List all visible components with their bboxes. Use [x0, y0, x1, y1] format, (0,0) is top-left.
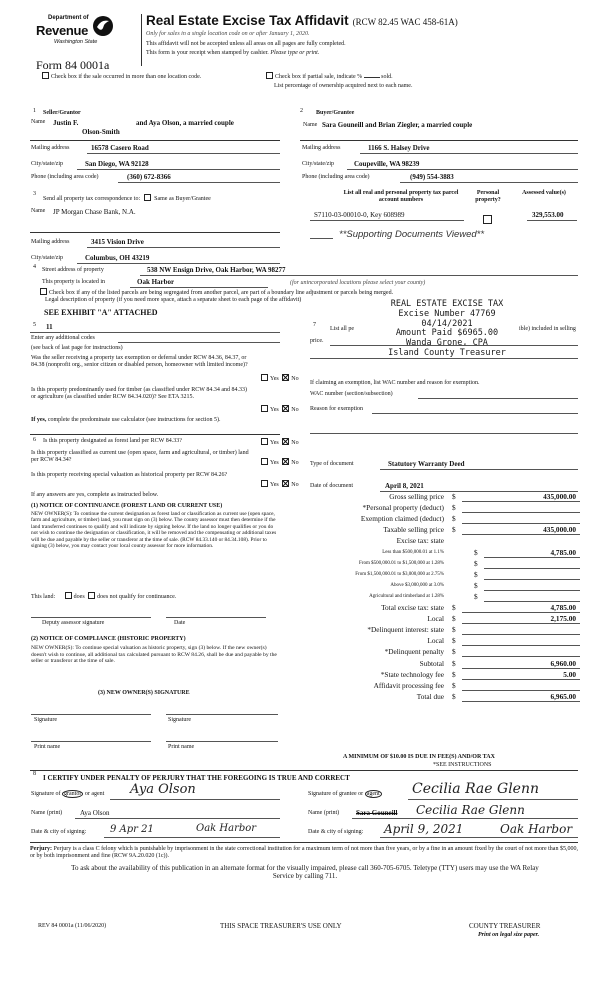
- grantee-name-struck: Sara Gouneill: [356, 809, 398, 817]
- reason-label: Reason for exemption: [310, 406, 363, 412]
- s6-q1-no-checkbox[interactable]: [282, 438, 289, 445]
- note3: [146, 50, 319, 57]
- tax-row: [300, 591, 580, 602]
- grantee-signature[interactable]: Cecilia Rae Glenn: [412, 781, 539, 797]
- tax-row-label: Local: [427, 614, 444, 624]
- perjury-text: [30, 846, 578, 860]
- notice2-body: NEW OWNER(S): To continue special valuation as historic property, sign (3) below. If the new owner(s) doesn't wish to continue, all additional tax calculated pursuant to RCW 84.26, shall be due and payable by the seller or transferor at the time of sale.: [31, 645, 277, 665]
- wac-label: WAC number (section/subsection): [310, 391, 393, 397]
- tax-row-label: *Personal property (deduct): [362, 503, 444, 513]
- s6-q2-yes-checkbox[interactable]: [261, 458, 268, 465]
- street-value[interactable]: 538 NW Ensign Drive, Oak Harbor, WA 98277: [147, 266, 286, 274]
- corr-label-b: Same as Buyer/Grantee: [154, 196, 211, 202]
- tax-row: [300, 535, 580, 546]
- grantor-date-label: Date & city of signing:: [31, 829, 87, 835]
- multi-location-checkbox[interactable]: [42, 72, 49, 79]
- signature-label-2: Signature: [168, 717, 191, 723]
- perjury-label: Perjury:: [30, 846, 52, 852]
- tax-row: [300, 646, 580, 657]
- tax-amount[interactable]: 4,785.00: [550, 603, 576, 612]
- tax-row-label: From $500,000.01 to $1,500,000 at 1.28%: [359, 560, 444, 566]
- tax-row-label: *State technology fee: [380, 669, 444, 679]
- stamp-line6: Island County Treasurer: [388, 347, 506, 358]
- doc-type[interactable]: Statutory Warranty Deed: [388, 460, 465, 468]
- segregated-row: [38, 288, 578, 297]
- yes-label: Yes: [270, 460, 279, 466]
- tax-row-label: Exemption claimed (deduct): [360, 514, 444, 524]
- partial-sale-checkbox[interactable]: [266, 72, 273, 79]
- s5-q2-no-checkbox[interactable]: [282, 405, 289, 412]
- grantor-date[interactable]: 9 Apr 21: [110, 824, 154, 835]
- s5-q1: Was the seller receiving a property tax exemption or deferral under RCW 84.36, 84.37, or 84.38 (nonprofit org., senior citizen or disabled person, homeowner with limited income)?: [31, 355, 248, 368]
- parcel-col-header: List all real and personal property tax parcel account numbers: [343, 190, 459, 203]
- tax-amount[interactable]: 435,000.00: [543, 525, 576, 535]
- dollar-sign: $: [452, 492, 456, 501]
- tax-row: [300, 513, 580, 524]
- revenue-swirl-icon: [92, 15, 114, 37]
- s7-list-b: ible) included in selling: [519, 326, 576, 332]
- s6-num: 6: [33, 437, 36, 443]
- tax-row: [300, 635, 580, 646]
- dollar-sign: $: [474, 591, 478, 601]
- treasurer-only: THIS SPACE TREASURER'S USE ONLY: [220, 922, 342, 930]
- tax-row-label: Above $3,000,000 at 3.0%: [390, 582, 444, 588]
- dollar-sign: $: [452, 658, 456, 668]
- corr-name[interactable]: JP Morgan Chase Bank, N.A.: [53, 208, 136, 216]
- print-name-label-1: Print name: [34, 744, 61, 750]
- s5-q1-no-checkbox[interactable]: [282, 374, 289, 381]
- no-label: No: [291, 460, 299, 466]
- same-as-buyer-checkbox[interactable]: [144, 194, 151, 201]
- s5-q1-yes-checkbox[interactable]: [261, 374, 268, 381]
- new-owner-signature-heading: (3) NEW OWNER(S) SIGNATURE: [98, 690, 190, 696]
- agency-line3: Washington State: [54, 39, 98, 45]
- agency-line2: Revenue: [36, 23, 89, 38]
- seller-mailing-label: Mailing address: [31, 145, 70, 151]
- tax-row-label: Total excise tax: state: [381, 603, 444, 612]
- rev-number: REV 84 0001a (11/06/2020): [38, 923, 107, 929]
- buyer-mailing-label: Mailing address: [302, 145, 341, 151]
- located-label: This property is located in: [42, 279, 105, 285]
- dollar-sign: $: [452, 625, 456, 635]
- note2: This affidavit will not be accepted unless all areas on all pages are fully completed.: [146, 41, 346, 47]
- signature-label-1: Signature: [34, 717, 57, 723]
- seller-mailing[interactable]: 16578 Casero Road: [91, 144, 149, 152]
- s7-list-a: List all pe: [330, 326, 354, 332]
- tax-row-label: Less than $500,000.01 at 1.1%: [382, 549, 444, 555]
- corr-row: [43, 194, 211, 203]
- tax-row: [300, 558, 580, 569]
- yes-label: Yes: [270, 376, 279, 382]
- stamp-line4: Amount Paid $6965.00: [395, 328, 499, 339]
- partial-sale-label-b: sold.: [381, 74, 393, 80]
- street-label: Street address of property: [42, 267, 104, 273]
- s6-q3-no-checkbox[interactable]: [282, 480, 289, 487]
- note3-b: Please type or print.: [270, 50, 320, 56]
- assessed-value[interactable]: 329,553.00: [532, 211, 564, 219]
- form-title: [146, 12, 458, 30]
- no-label: No: [291, 376, 299, 382]
- seller-heading: Seller/Grantor: [43, 110, 81, 116]
- note3-a: This form is your receipt when stamped by cashier.: [146, 50, 269, 56]
- tax-amount[interactable]: 4,785.00: [550, 547, 576, 557]
- grantor-signature[interactable]: Aya Olson: [130, 782, 196, 797]
- assessed-col-header: Assessed value(s): [522, 190, 566, 196]
- corr-mailing-label: Mailing address: [31, 239, 70, 245]
- tax-row: [300, 569, 580, 580]
- tax-amount[interactable]: 6,965.00: [550, 691, 576, 701]
- s6-q1: Is this property designated as forest land per RCW 84.33?: [43, 438, 182, 444]
- corr-label-a: Send all property tax correspondence to:: [43, 196, 141, 202]
- grantor-city[interactable]: Oak Harbor: [196, 823, 257, 834]
- ifyes-text: complete the predominate use calculator (see instructions for section 5).: [47, 417, 221, 423]
- seller-name-line1: Justin F.: [53, 119, 79, 127]
- tax-amount[interactable]: 6,960.00: [550, 658, 576, 668]
- notice1-title: (1) NOTICE OF CONTINUANCE (FOREST LAND OR CURRENT USE): [31, 503, 223, 509]
- notice1-body: NEW OWNER(S): To continue the current designation as forest land or classification as current use (open space, farm and agriculture, or timber) land, you must sign on (3) below. The county assessor must then determine if the land transferred continues to qualify and will indicate by signing below. If the land no longer qualifies or you do not wish to continue the designation or classification, it will be removed and the compensating or additional taxes will be due and payable by the seller or transferor at the time of sale. (RCW 84.33.140 or 84.34.108). Prior to signing (3) below, you may contact your local county assessor for more information.: [31, 511, 277, 550]
- yes-label: Yes: [270, 407, 279, 413]
- legal-size-note: Print on legal size paper.: [478, 932, 540, 938]
- grantee-date[interactable]: April 9, 2021: [384, 822, 464, 836]
- buyer-city-label: City/state/zip: [302, 161, 334, 167]
- grantor-circled: grantor: [64, 791, 82, 797]
- dollar-sign: $: [474, 558, 478, 568]
- grantee-date-label: Date & city of signing:: [308, 829, 364, 835]
- stamp-line5: Wanda Grone, CPA: [406, 338, 488, 349]
- s6-q2-no-checkbox[interactable]: [282, 458, 289, 465]
- personal-col-header: Personal property?: [475, 190, 501, 203]
- tax-row: [300, 547, 580, 558]
- does-not-label: does not qualify for continuance.: [97, 594, 177, 600]
- grantor-sig-label-c: or agent: [84, 791, 105, 797]
- print-name-label-2: Print name: [168, 744, 195, 750]
- tax-amount[interactable]: 5.00: [563, 669, 576, 679]
- treasurer-receipt-stamp: [372, 300, 522, 359]
- s6-q2-answer: [259, 458, 299, 467]
- s5-q2-answer: [259, 405, 299, 414]
- tax-row-label: Excise tax: state: [396, 536, 444, 546]
- partial-sale-percent-field[interactable]: [364, 77, 380, 78]
- tax-row: [300, 524, 580, 535]
- tax-row-label: Agricultural and timberland at 1.28%: [369, 593, 444, 599]
- corr-num: 3: [33, 191, 36, 197]
- grantee-city[interactable]: Oak Harbor: [500, 822, 573, 836]
- tax-row-label: Total due: [416, 691, 444, 701]
- buyer-num: 2: [300, 108, 303, 114]
- segregated-checkbox[interactable]: [40, 288, 47, 295]
- grantor-name[interactable]: Aya Olson: [80, 809, 110, 817]
- tax-row: [300, 613, 580, 624]
- legal-desc-label: Legal description of property (if you need more space, attach a separate sheet to each page of the affidavit): [45, 297, 302, 303]
- s6-q3-yes-checkbox[interactable]: [261, 480, 268, 487]
- buyer-mailing[interactable]: 1166 S. Halsey Drive: [368, 144, 430, 152]
- s5-q2-yes-checkbox[interactable]: [261, 405, 268, 412]
- buyer-phone-label: Phone (including area code): [302, 174, 370, 180]
- partial-sale-label-a: Check box if partial sale, indicate %: [275, 74, 363, 80]
- corr-name-label: Name: [31, 208, 46, 214]
- seller-num: 1: [33, 108, 36, 114]
- buyer-name[interactable]: Sara Gouneill and Brian Ziegler, a married couple: [322, 121, 473, 129]
- seller-city[interactable]: San Diego, WA 92128: [85, 160, 149, 168]
- form-number: Form 84 0001a: [36, 58, 110, 72]
- s6-q2: Is this property classified as current use (open space, farm and agricultural, or timber) land per RCW 84.34?: [31, 450, 249, 463]
- dollar-sign: $: [452, 514, 456, 524]
- this-land-label: This land:: [31, 594, 56, 600]
- yes-label: Yes: [270, 440, 279, 446]
- s6-q3: Is this property receiving special valuation as historical property per RCW 84.26?: [31, 472, 228, 478]
- tax-row-label: Local: [427, 636, 444, 646]
- segregated-label: Check box if any of the listed parcels are being segregated from another parcel, are part of a boundary line adjustment or parcels being merged.: [49, 290, 394, 296]
- grantee-sig-label: [308, 791, 382, 798]
- dor-logo: [34, 14, 122, 48]
- doc-date-label: Date of document: [310, 483, 353, 489]
- use-code[interactable]: 11: [46, 323, 53, 331]
- minimum-due-note: A MINIMUM OF $10.00 IS DUE IN FEE(S) AND/OR TAX: [343, 754, 495, 760]
- certify-heading: I CERTIFY UNDER PENALTY OF PERJURY THAT THE FOREGOING IS TRUE AND CORRECT: [43, 774, 350, 782]
- tax-row-label: Subtotal: [419, 658, 444, 668]
- statute-text: (RCW 82.45 WAC 458-61A): [352, 17, 458, 27]
- buyer-phone[interactable]: (949) 554-3883: [410, 173, 454, 181]
- tax-row: [300, 658, 580, 669]
- multi-location-label: Check box if the sale occurred in more than one location code.: [51, 74, 202, 80]
- personal-property-checkbox[interactable]: [481, 210, 494, 228]
- s6-q3-answer: [259, 480, 299, 489]
- s6-q1-answer: [259, 438, 299, 447]
- s5-q2: Is this property predominantly used for timber (as classified under RCW 84.34 and 84.33) or agriculture (as classified under RCW 84.34.020)? See ETA 3215.: [31, 387, 248, 400]
- see-instructions-note: *SEE INSTRUCTIONS: [433, 762, 492, 768]
- exemption-claim-label: If claiming an exemption, list WAC number and reason for exemption.: [310, 380, 480, 386]
- tax-row: [300, 602, 580, 613]
- this-land-row: [31, 592, 176, 601]
- tax-amount[interactable]: 435,000.00: [543, 492, 576, 501]
- located-value[interactable]: Oak Harbor: [137, 278, 175, 286]
- use-codes-label: Enter any additional codes: [31, 335, 95, 341]
- tax-amount[interactable]: 2,175.00: [550, 614, 576, 624]
- tax-row-label: Taxable selling price: [383, 525, 444, 535]
- ifyes-bold: If yes,: [31, 417, 47, 423]
- grantee-name[interactable]: Cecilia Rae Glenn: [416, 803, 525, 817]
- grantor-sig-label-a: Signature of: [31, 791, 61, 797]
- seller-phone-label: Phone (including area code): [31, 174, 99, 180]
- seller-city-label: City/state/zip: [31, 161, 63, 167]
- stamp-line1: REAL ESTATE EXCISE TAX: [390, 299, 504, 309]
- grantee-circled: agent: [366, 791, 380, 797]
- tax-row-label: Gross selling price: [389, 492, 444, 501]
- seller-name-label: Name: [31, 119, 46, 125]
- alt-format-note: To ask about the availability of this publication in an alternate format for the visually impaired, please call 360-705-6705. Teletype (TTY) users may use the WA Relay Service by calling 711.: [71, 864, 539, 881]
- dollar-sign: $: [452, 680, 456, 690]
- note1: Only for sales in a single location code on or after January 1, 2020.: [146, 31, 310, 37]
- notice2-title: (2) NOTICE OF COMPLIANCE (HISTORIC PROPERTY): [31, 636, 186, 642]
- tax-row: [300, 580, 580, 591]
- dollar-sign: $: [452, 669, 456, 679]
- does-label: does: [73, 594, 85, 600]
- tax-row-label: From $1,500,000.01 to $3,000,000 at 2.75%: [355, 571, 444, 577]
- buyer-heading: Buyer/Grantee: [316, 110, 355, 116]
- s5-q1-answer: [259, 374, 299, 383]
- s8-num: 8: [33, 771, 36, 777]
- tax-row-label: *Delinquent interest: state: [367, 625, 444, 635]
- doc-type-label: Type of document: [310, 461, 354, 467]
- partial-sale-row: [264, 72, 393, 81]
- located-note: (for unincorporated locations please select your county): [290, 280, 426, 286]
- exhibit-a: SEE EXHIBIT "A" ATTACHED: [44, 308, 158, 317]
- tax-row: [300, 669, 580, 680]
- stamp-line2: Excise Number 47769: [398, 308, 496, 319]
- dollar-sign: $: [452, 691, 456, 701]
- tax-row-label: Affidavit processing fee: [373, 680, 444, 690]
- dollar-sign: $: [452, 636, 456, 646]
- does-not-checkbox[interactable]: [88, 592, 95, 599]
- s5-num: 5: [33, 322, 36, 328]
- use-codes-note: (see back of last page for instructions): [31, 345, 123, 351]
- s4-num: 4: [33, 264, 36, 270]
- does-checkbox[interactable]: [65, 592, 72, 599]
- buyer-city[interactable]: Coupeville, WA 98239: [354, 160, 420, 168]
- s5-ifyes: [31, 417, 276, 424]
- corr-city[interactable]: Columbus, OH 43219: [85, 254, 150, 262]
- list-percentage-note: List percentage of ownership acquired next to each name.: [274, 83, 413, 89]
- dollar-sign: $: [452, 525, 456, 535]
- tax-amount-line: [462, 701, 580, 702]
- tax-row-label: *Delinquent penalty: [384, 647, 444, 657]
- tax-row: [300, 680, 580, 691]
- grantor-name-label: Name (print): [31, 810, 63, 816]
- no-label: No: [291, 482, 299, 488]
- no-label: No: [291, 407, 299, 413]
- grantor-sig-label: [31, 791, 104, 798]
- dollar-sign: $: [452, 603, 456, 612]
- no-label: No: [291, 440, 299, 446]
- s6-q1-yes-checkbox[interactable]: [261, 438, 268, 445]
- s7-price: price.: [310, 338, 324, 344]
- supporting-docs-viewed: **Supporting Documents Viewed**: [339, 229, 485, 240]
- tax-row: [300, 502, 580, 513]
- county-treasurer: COUNTY TREASURER: [469, 922, 541, 930]
- dollar-sign: $: [452, 647, 456, 657]
- multi-location-row: [40, 72, 201, 81]
- dollar-sign: $: [474, 580, 478, 590]
- buyer-name-label: Name: [303, 122, 318, 128]
- seller-phone[interactable]: (360) 672-8366: [127, 173, 171, 181]
- grantee-sig-label-a: Signature of grantee or: [308, 791, 364, 797]
- doc-date[interactable]: April 8, 2021: [385, 482, 424, 490]
- stamp-line3: 04/14/2021: [421, 318, 473, 329]
- seller-name-line2: Olson-Smith: [82, 128, 120, 136]
- title-text: Real Estate Excise Tax Affidavit: [146, 13, 349, 28]
- yes-label: Yes: [270, 482, 279, 488]
- tax-row: [300, 491, 580, 502]
- dollar-sign: $: [474, 547, 478, 557]
- deputy-date-label: Date: [174, 620, 186, 626]
- s7-num: 7: [313, 322, 316, 328]
- dollar-sign: $: [452, 503, 456, 513]
- parcel-number[interactable]: S7110-03-00010-0, Key 608989: [314, 211, 405, 219]
- tax-row: [300, 691, 580, 702]
- dollar-sign: $: [452, 614, 456, 624]
- agency-line1: Department of: [48, 15, 89, 21]
- s6-any-yes: If any answers are yes, complete as instructed below.: [31, 492, 159, 498]
- tax-row: [300, 624, 580, 635]
- dollar-sign: $: [474, 569, 478, 579]
- grantee-name-label: Name (print): [308, 810, 340, 816]
- corr-city-label: City/state/zip: [31, 255, 63, 261]
- corr-mailing[interactable]: 3415 Vision Drive: [91, 238, 144, 246]
- perjury-body: Perjury is a class C felony which is punishable by imprisonment in the state correctional institution for a maximum term of not more than five years, or by a fine in an amount fixed by the court of not more than $5,000, or by both imprisonment and fine (RCW 9A.20.020 (1c)).: [30, 846, 578, 859]
- deputy-signature-label: Deputy assessor signature: [42, 620, 105, 626]
- seller-name-rest: and Aya Olson, a married couple: [136, 119, 234, 127]
